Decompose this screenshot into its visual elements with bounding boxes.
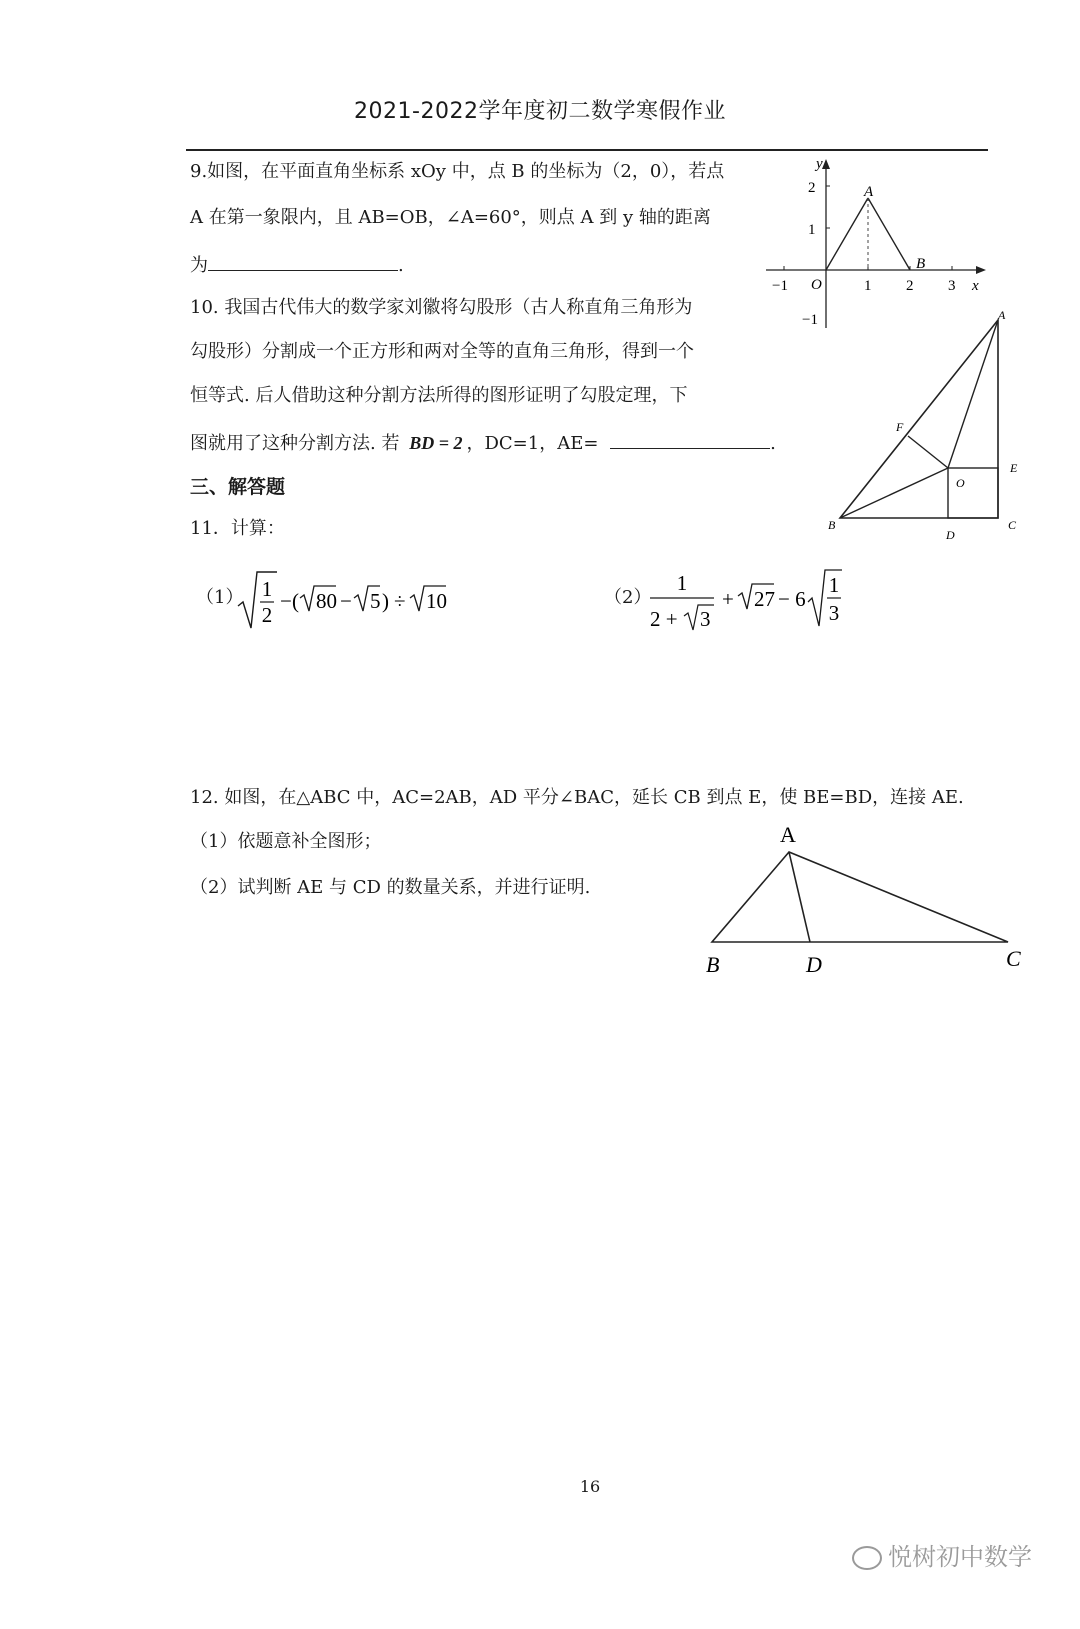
fraction-numerator: 1 <box>261 577 273 601</box>
label-d: D <box>946 528 955 542</box>
label-c: C <box>1008 518 1017 532</box>
q12-triangle-figure <box>700 818 1040 978</box>
radicand-10: 10 <box>426 589 447 613</box>
y-axis-label: y <box>816 156 823 172</box>
segment-ao <box>948 320 998 468</box>
q10-line-4-mid: ，DC=1，AE= <box>466 433 599 454</box>
q9-line-2: A 在第一象限内，且 AB=OB，∠A=60°，则点 A 到 y 轴的距离 <box>190 207 711 228</box>
q10-line-1: 10. 我国古代伟大的数学家刘徽将勾股形（古人称直角三角形为 <box>190 297 693 318</box>
y-tick-label: 2 <box>808 180 816 196</box>
fraction-denominator: 3 <box>828 601 840 625</box>
x-tick-label: 1 <box>864 278 872 294</box>
radicand-27: 27 <box>754 587 775 611</box>
section-heading: 三、解答题 <box>190 476 286 498</box>
triangle-abc <box>712 852 1008 942</box>
q10-line-2: 勾股形）分割成一个正方形和两对全等的直角三角形，得到一个 <box>190 341 694 362</box>
point-a-label: A <box>864 184 874 200</box>
q10-line-3: 恒等式. 后人借助这种分割方法所得的图形证明了勾股定理，下 <box>190 385 688 406</box>
segment-bo <box>840 468 948 518</box>
denominator-two-plus: 2 + <box>650 607 678 631</box>
minus-sign: − <box>340 589 352 613</box>
plus-sign: + <box>722 587 734 611</box>
minus-six: − 6 <box>778 587 806 611</box>
q10-line-4-prefix: 图就用了这种分割方法. 若 <box>190 433 400 454</box>
x-axis-label: x <box>972 278 979 294</box>
watermark <box>852 1537 1032 1572</box>
point-b-label: B <box>916 256 926 272</box>
q12-line-3: （2）试判断 AE 与 CD 的数量关系，并进行证明. <box>190 877 591 898</box>
segment-oa <box>826 198 868 270</box>
radicand-80: 80 <box>316 589 337 613</box>
label-o: O <box>956 476 965 490</box>
q10-answer-blank[interactable] <box>610 430 770 449</box>
minus-sign: − <box>280 589 292 613</box>
page-number: 16 <box>579 1477 601 1496</box>
watermark-text: 悦树初中数学 <box>888 1543 1032 1571</box>
y-tick-label: −1 <box>802 312 818 328</box>
radicand-5: 5 <box>370 589 381 613</box>
q11-part1-expression <box>234 562 464 634</box>
segment-of <box>908 436 948 468</box>
label-a: A <box>998 308 1006 322</box>
label-b: B <box>828 518 836 532</box>
q10-line-4 <box>190 430 776 456</box>
label-c: C <box>1006 946 1021 971</box>
fraction-numerator: 1 <box>828 573 840 597</box>
segment-ad <box>789 852 810 942</box>
left-paren: ( <box>292 589 299 613</box>
page-title: 2021-2022学年度初二数学寒假作业 <box>354 99 726 124</box>
label-e: E <box>1010 461 1018 475</box>
x-tick-label: −1 <box>772 278 788 294</box>
q11-part1-label: （1） <box>196 587 244 608</box>
q11-part2-label: （2） <box>604 587 652 608</box>
q9-line-1: 9.如图，在平面直角坐标系 xOy 中，点 B 的坐标为（2，0），若点 <box>190 161 725 182</box>
y-tick-label: 1 <box>808 222 816 238</box>
radicand-3: 3 <box>700 607 711 631</box>
q11-title: 11．计算： <box>190 518 285 539</box>
right-paren: ) <box>382 589 389 613</box>
wechat-icon <box>852 1546 882 1570</box>
q10-liuhui-figure <box>820 306 1030 546</box>
y-axis-arrow-icon <box>822 159 830 169</box>
segment-ab <box>868 198 910 270</box>
origin-label: O <box>811 277 822 293</box>
label-d: D <box>806 952 822 977</box>
q12-line-1: 12. 如图，在△ABC 中，AC=2AB，AD 平分∠BAC，延长 CB 到点 E，使 BE=BD，连接 AE. <box>190 787 964 808</box>
triangle-abc <box>840 320 998 518</box>
q10-line-4-suffix: . <box>770 433 776 454</box>
q12-line-2: （1）依题意补全图形； <box>190 831 382 852</box>
label-a: A <box>780 822 796 847</box>
q9-line-3 <box>190 252 404 278</box>
x-tick-label: 3 <box>948 278 956 294</box>
q9-line-3-suffix: . <box>398 255 404 276</box>
q11-part2-expression <box>644 564 854 636</box>
divide-sign: ÷ <box>394 589 406 613</box>
q9-answer-blank[interactable] <box>208 252 398 271</box>
q9-line-3-prefix: 为 <box>190 255 208 276</box>
label-b: B <box>706 952 720 977</box>
label-f: F <box>896 420 904 434</box>
x-tick-label: 2 <box>906 278 914 294</box>
fraction-denominator: 2 <box>261 603 273 627</box>
fraction-numerator: 1 <box>676 571 688 595</box>
q10-bd-expression: BD = 2 <box>409 433 463 453</box>
x-axis-arrow-icon <box>976 266 986 274</box>
